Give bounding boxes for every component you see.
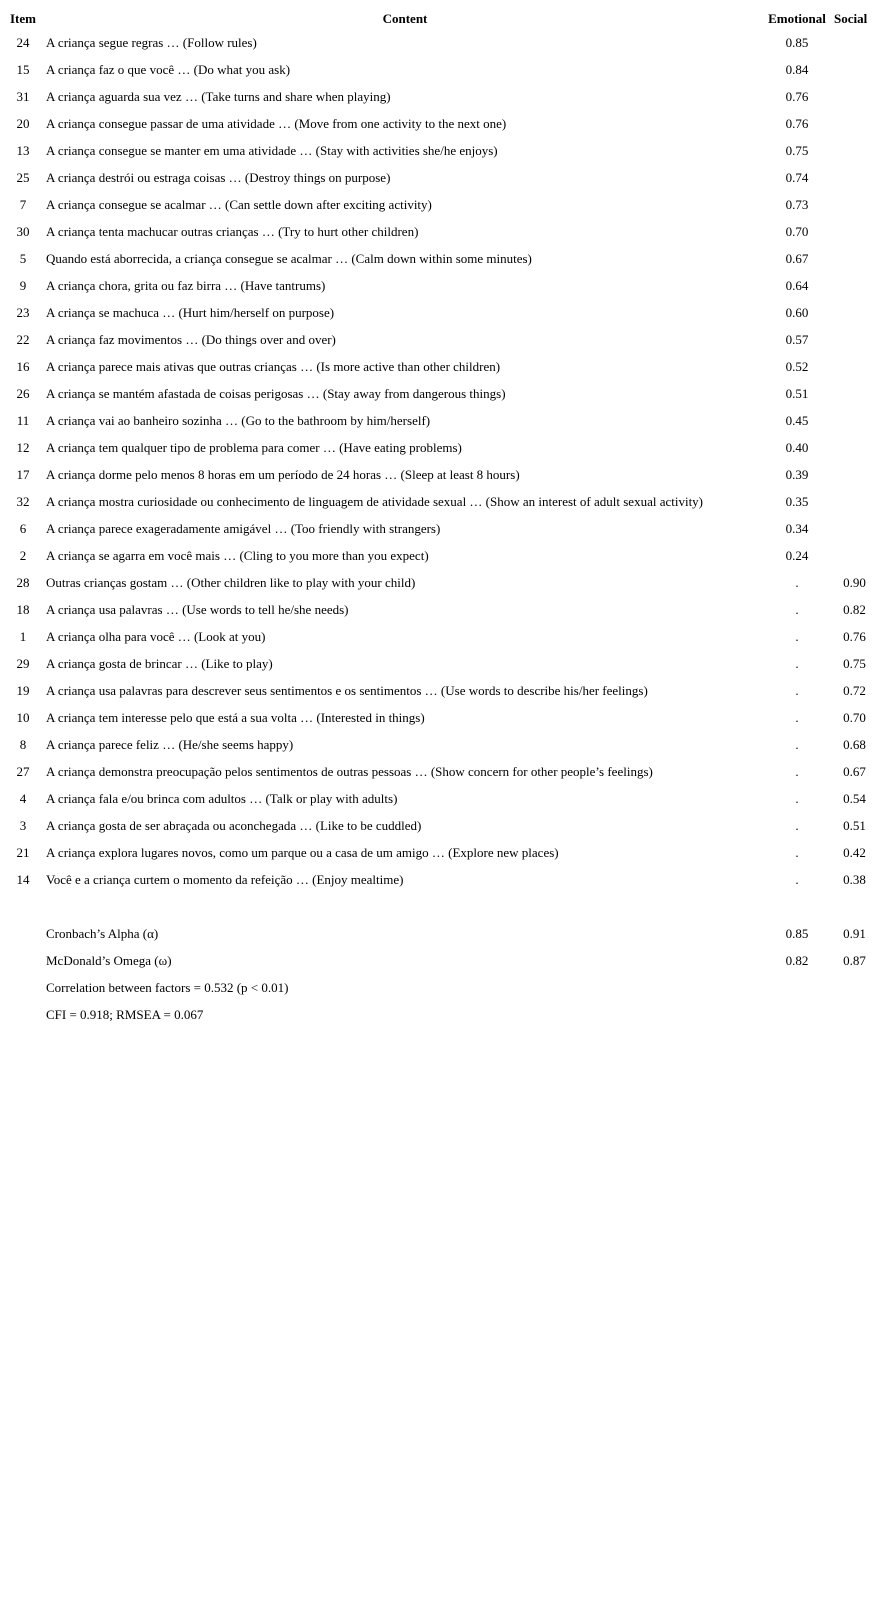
- item-number-cell: 7: [19, 196, 27, 212]
- item-number-cell: 32: [16, 493, 30, 509]
- table-header-row: [0, 8, 879, 29]
- item-number-cell: 18: [16, 601, 30, 617]
- item-number-cell: 20: [16, 115, 30, 131]
- emotional-loading-cell: 0.57: [785, 331, 809, 347]
- statistic-social-cell: [830, 974, 879, 1001]
- social-loading-cell: [830, 218, 879, 245]
- social-loading-cell: 0.42: [843, 844, 866, 860]
- social-loading-cell: 0.76: [843, 628, 866, 644]
- emotional-loading-cell: .: [795, 871, 799, 887]
- table-row: [0, 164, 879, 191]
- emotional-loading-cell: .: [795, 736, 799, 752]
- item-content-cell: A criança usa palavras … (Use words to tell he/she needs): [46, 601, 349, 617]
- table-row: [0, 110, 879, 137]
- social-loading-cell: [830, 191, 879, 218]
- item-content-cell: A criança dorme pelo menos 8 horas em um período de 24 horas … (Sleep at least 8 hours): [46, 466, 520, 482]
- item-content-cell: A criança parece exageradamente amigável … (Too friendly with strangers): [46, 520, 441, 536]
- emotional-loading-cell: .: [795, 682, 799, 698]
- emotional-loading-cell: .: [795, 655, 799, 671]
- statistic-label-cell: CFI = 0.918; RMSEA = 0.067: [46, 1006, 204, 1022]
- emotional-loading-cell: 0.52: [785, 358, 809, 374]
- statistics-row: [0, 1001, 879, 1028]
- emotional-loading-cell: 0.84: [785, 61, 809, 77]
- social-loading-cell: [830, 299, 879, 326]
- emotional-loading-cell: .: [795, 601, 799, 617]
- table-row: [0, 866, 879, 893]
- social-loading-cell: [830, 272, 879, 299]
- social-loading-cell: [830, 488, 879, 515]
- social-loading-cell: [830, 434, 879, 461]
- item-content-cell: Outras crianças gostam … (Other children like to play with your child): [46, 574, 416, 590]
- emotional-loading-cell: 0.75: [785, 142, 809, 158]
- emotional-loading-cell: 0.35: [785, 493, 809, 509]
- item-content-cell: A criança usa palavras para descrever seus sentimentos e os sentimentos … (Use words to describe his/her feelings): [46, 682, 648, 698]
- item-number-cell: 26: [16, 385, 30, 401]
- item-number-cell: 21: [16, 844, 30, 860]
- table-row: [0, 56, 879, 83]
- emotional-loading-cell: 0.76: [785, 115, 809, 131]
- factor-loadings-table: [0, 8, 879, 1028]
- item-number-cell: 16: [16, 358, 30, 374]
- social-loading-cell: 0.70: [843, 709, 866, 725]
- item-content-cell: Quando está aborrecida, a criança consegue se acalmar … (Calm down within some minutes): [46, 250, 532, 266]
- item-number-cell: 13: [16, 142, 30, 158]
- emotional-loading-cell: 0.39: [785, 466, 809, 482]
- item-content-cell: A criança aguarda sua vez … (Take turns and share when playing): [46, 88, 391, 104]
- emotional-loading-cell: 0.34: [785, 520, 809, 536]
- social-loading-cell: [830, 461, 879, 488]
- table-row: [0, 380, 879, 407]
- emotional-loading-cell: .: [795, 628, 799, 644]
- social-loading-cell: [830, 515, 879, 542]
- emotional-loading-cell: 0.64: [785, 277, 809, 293]
- table-row: [0, 191, 879, 218]
- statistics-blank-cell: [0, 974, 46, 1001]
- item-number-cell: 22: [16, 331, 30, 347]
- statistic-social-cell: [830, 1001, 879, 1028]
- social-loading-cell: 0.54: [843, 790, 866, 806]
- statistics-row: [0, 920, 879, 947]
- emotional-loading-cell: 0.45: [785, 412, 809, 428]
- item-content-cell: A criança consegue se manter em uma atividade … (Stay with activities she/he enjoys): [46, 142, 498, 158]
- statistic-label-cell: Correlation between factors = 0.532 (p < 0.01): [46, 979, 289, 995]
- header-social: Social: [834, 10, 868, 26]
- table-row: [0, 704, 879, 731]
- social-loading-cell: 0.67: [843, 763, 866, 779]
- item-content-cell: A criança se agarra em você mais … (Cling to you more than you expect): [46, 547, 429, 563]
- emotional-loading-cell: 0.70: [785, 223, 809, 239]
- item-number-cell: 15: [16, 61, 30, 77]
- table-row: [0, 812, 879, 839]
- item-number-cell: 6: [19, 520, 27, 536]
- item-number-cell: 23: [16, 304, 30, 320]
- statistics-row: [0, 947, 879, 974]
- item-number-cell: 9: [19, 277, 27, 293]
- item-number-cell: 8: [19, 736, 27, 752]
- item-number-cell: 30: [16, 223, 30, 239]
- item-number-cell: 27: [16, 763, 30, 779]
- social-loading-cell: [830, 110, 879, 137]
- social-loading-cell: [830, 380, 879, 407]
- item-content-cell: A criança chora, grita ou faz birra … (Have tantrums): [46, 277, 326, 293]
- statistic-emotional-cell: [764, 974, 830, 1001]
- item-number-cell: 12: [16, 439, 30, 455]
- item-content-cell: Você e a criança curtem o momento da refeição … (Enjoy mealtime): [46, 871, 404, 887]
- item-content-cell: A criança explora lugares novos, como um parque ou a casa de um amigo … (Explore new places): [46, 844, 559, 860]
- statistics-blank-cell: [0, 1001, 46, 1028]
- social-loading-cell: [830, 407, 879, 434]
- item-number-cell: 24: [16, 34, 30, 50]
- item-content-cell: A criança mostra curiosidade ou conhecimento de linguagem de atividade sexual … (Show an interest of adult sexual activity): [46, 493, 704, 509]
- table-row: [0, 515, 879, 542]
- table-row: [0, 488, 879, 515]
- table-row: [0, 218, 879, 245]
- spacer-cell: [0, 893, 879, 920]
- item-number-cell: 11: [16, 412, 30, 428]
- item-content-cell: A criança tem qualquer tipo de problema para comer … (Have eating problems): [46, 439, 462, 455]
- table-row: [0, 245, 879, 272]
- item-number-cell: 4: [19, 790, 27, 806]
- table-row: [0, 83, 879, 110]
- item-content-cell: A criança segue regras … (Follow rules): [46, 34, 257, 50]
- table-row: [0, 650, 879, 677]
- table-row: [0, 623, 879, 650]
- item-number-cell: 29: [16, 655, 30, 671]
- statistic-social-cell: 0.87: [843, 952, 866, 968]
- item-content-cell: A criança consegue passar de uma atividade … (Move from one activity to the next one): [46, 115, 507, 131]
- social-loading-cell: [830, 326, 879, 353]
- statistics-blank-cell: [0, 947, 46, 974]
- table-row: [0, 677, 879, 704]
- statistic-social-cell: 0.91: [843, 925, 866, 941]
- social-loading-cell: 0.72: [843, 682, 866, 698]
- social-loading-cell: 0.75: [843, 655, 866, 671]
- statistic-label-cell: Cronbach’s Alpha (α): [46, 925, 159, 941]
- emotional-loading-cell: 0.73: [785, 196, 809, 212]
- item-number-cell: 25: [16, 169, 30, 185]
- emotional-loading-cell: .: [795, 709, 799, 725]
- statistic-emotional-cell: 0.82: [785, 952, 809, 968]
- emotional-loading-cell: 0.76: [785, 88, 809, 104]
- social-loading-cell: [830, 29, 879, 56]
- social-loading-cell: 0.82: [843, 601, 866, 617]
- emotional-loading-cell: 0.74: [785, 169, 809, 185]
- statistic-emotional-cell: [764, 1001, 830, 1028]
- table-row: [0, 29, 879, 56]
- table-row: [0, 353, 879, 380]
- social-loading-cell: [830, 353, 879, 380]
- item-number-cell: 2: [19, 547, 27, 563]
- emotional-loading-cell: .: [795, 574, 799, 590]
- item-number-cell: 31: [16, 88, 30, 104]
- emotional-loading-cell: 0.40: [785, 439, 809, 455]
- table-row: [0, 758, 879, 785]
- table-row: [0, 596, 879, 623]
- emotional-loading-cell: 0.67: [785, 250, 809, 266]
- item-content-cell: A criança demonstra preocupação pelos sentimentos de outras pessoas … (Show concern for other people’s feelings): [46, 763, 653, 779]
- social-loading-cell: [830, 137, 879, 164]
- emotional-loading-cell: 0.60: [785, 304, 809, 320]
- table-row: [0, 137, 879, 164]
- item-content-cell: A criança consegue se acalmar … (Can settle down after exciting activity): [46, 196, 432, 212]
- item-number-cell: 10: [16, 709, 30, 725]
- item-content-cell: A criança faz movimentos … (Do things over and over): [46, 331, 336, 347]
- table-row: [0, 785, 879, 812]
- table-row: [0, 731, 879, 758]
- item-content-cell: A criança se machuca … (Hurt him/herself on purpose): [46, 304, 335, 320]
- item-number-cell: 1: [19, 628, 27, 644]
- social-loading-cell: 0.68: [843, 736, 866, 752]
- statistic-label-cell: McDonald’s Omega (ω): [46, 952, 172, 968]
- table-row: [0, 569, 879, 596]
- social-loading-cell: 0.90: [843, 574, 866, 590]
- table-row: [0, 434, 879, 461]
- item-content-cell: A criança parece feliz … (He/she seems happy): [46, 736, 294, 752]
- item-number-cell: 5: [19, 250, 27, 266]
- table-row: [0, 407, 879, 434]
- emotional-loading-cell: .: [795, 790, 799, 806]
- item-content-cell: A criança destrói ou estraga coisas … (Destroy things on purpose): [46, 169, 391, 185]
- item-number-cell: 14: [16, 871, 30, 887]
- emotional-loading-cell: .: [795, 844, 799, 860]
- social-loading-cell: 0.38: [843, 871, 866, 887]
- social-loading-cell: 0.51: [843, 817, 866, 833]
- item-number-cell: 17: [16, 466, 30, 482]
- item-content-cell: A criança parece mais ativas que outras crianças … (Is more active than other children): [46, 358, 501, 374]
- item-content-cell: A criança gosta de ser abraçada ou aconchegada … (Like to be cuddled): [46, 817, 422, 833]
- statistics-blank-cell: [0, 920, 46, 947]
- item-number-cell: 19: [16, 682, 30, 698]
- statistics-row: [0, 974, 879, 1001]
- item-content-cell: A criança fala e/ou brinca com adultos … (Talk or play with adults): [46, 790, 398, 806]
- social-loading-cell: [830, 83, 879, 110]
- item-content-cell: A criança se mantém afastada de coisas perigosas … (Stay away from dangerous things): [46, 385, 506, 401]
- item-content-cell: A criança vai ao banheiro sozinha … (Go to the bathroom by him/herself): [46, 412, 431, 428]
- table-row: [0, 299, 879, 326]
- table-row: [0, 326, 879, 353]
- table-body: [0, 29, 879, 1028]
- emotional-loading-cell: .: [795, 763, 799, 779]
- header-emotional: Emotional: [768, 10, 826, 26]
- item-content-cell: A criança gosta de brincar … (Like to play): [46, 655, 273, 671]
- social-loading-cell: [830, 164, 879, 191]
- table-row: [0, 272, 879, 299]
- header-content: Content: [382, 10, 428, 26]
- emotional-loading-cell: 0.24: [785, 547, 809, 563]
- social-loading-cell: [830, 245, 879, 272]
- header-item: Item: [10, 10, 36, 26]
- table-row: [0, 839, 879, 866]
- item-content-cell: A criança tenta machucar outras crianças … (Try to hurt other children): [46, 223, 419, 239]
- emotional-loading-cell: 0.85: [785, 34, 809, 50]
- social-loading-cell: [830, 56, 879, 83]
- item-content-cell: A criança tem interesse pelo que está a sua volta … (Interested in things): [46, 709, 425, 725]
- item-content-cell: A criança faz o que você … (Do what you ask): [46, 61, 291, 77]
- statistic-emotional-cell: 0.85: [785, 925, 809, 941]
- table-spacer-row: [0, 893, 879, 920]
- emotional-loading-cell: 0.51: [785, 385, 809, 401]
- item-content-cell: A criança olha para você … (Look at you): [46, 628, 266, 644]
- table-row: [0, 542, 879, 569]
- social-loading-cell: [830, 542, 879, 569]
- item-number-cell: 28: [16, 574, 30, 590]
- item-number-cell: 3: [19, 817, 27, 833]
- table-row: [0, 461, 879, 488]
- emotional-loading-cell: .: [795, 817, 799, 833]
